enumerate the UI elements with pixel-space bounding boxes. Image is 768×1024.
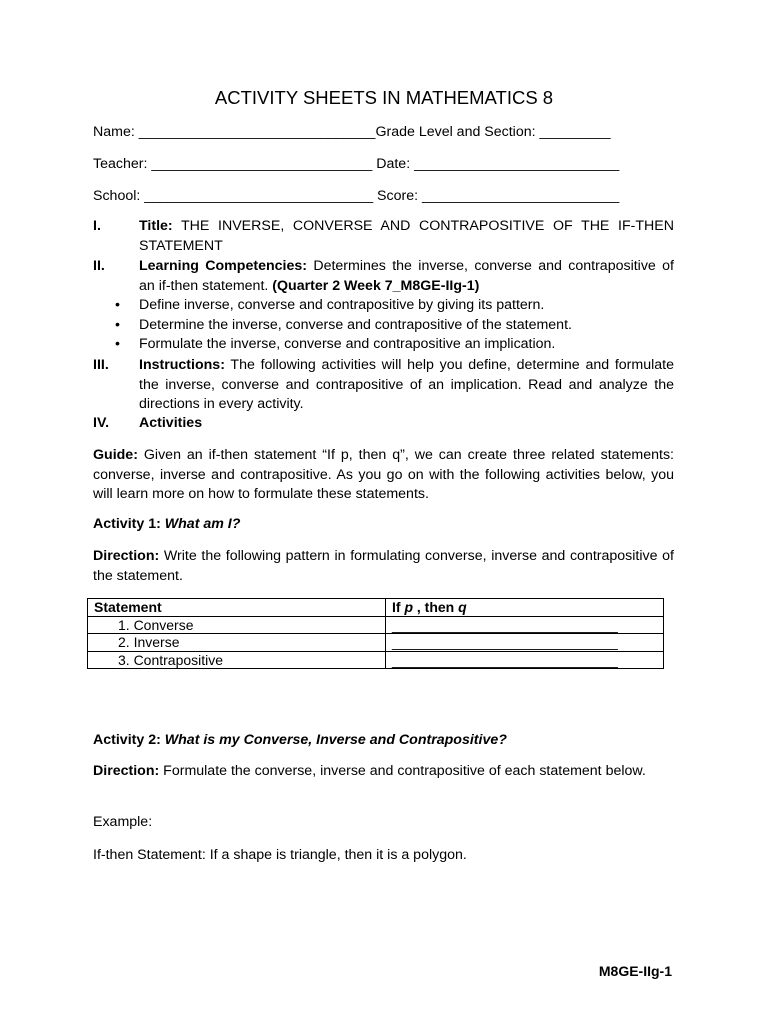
table-header-statement: Statement [88,599,386,617]
list-item: • Define inverse, converse and contrapositive by giving its pattern. [93,296,674,316]
table-cell-statement: 3. Contrapositive [88,651,386,669]
footer-code: M8GE-IIg-1 [598,963,672,979]
school-score-line: School: _____________________________ Score: _________________________ [93,188,620,204]
bullet-icon: • [115,316,120,333]
section-instructions [93,356,674,415]
pattern-table [87,598,664,669]
teacher-date-line: Teacher: ____________________________ Date: __________________________ [93,156,620,172]
section-text: The following activities will help you define, determine and formulate the inverse, converse and contrapositive of an implication. Read and analyze the directions in every activity. [139,357,674,412]
guide-paragraph [93,446,674,505]
example-statement: If-then Statement: If a shape is triangle, then it is a polygon. [93,847,467,863]
name-grade-line: Name: ______________________________Grade Level and Section: _________ [93,124,611,140]
direction-text: Formulate the converse, inverse and contrapositive of each statement below. [159,763,646,779]
section-text: THE INVERSE, CONVERSE AND CONTRAPOSITIVE OF THE IF-THEN STATEMENT [139,218,674,254]
table-cell-statement: 1. Converse [88,616,386,634]
guide-text: Given an if-then statement “If p, then q”, we can create three related statements: converse, inverse and contrapositive. As you go on with the following activities below, you will learn more on how to formulate these statements. [93,447,674,502]
table-cell-answer-blank[interactable]: _____________________________ [386,616,664,634]
competency-list [93,296,674,355]
activity-2-heading: Activity 2: What is my Converse, Inverse and Contrapositive? [93,732,507,748]
section-label: Title: [139,218,173,234]
direction-text: Write the following pattern in formulating converse, inverse and contrapositive of the statement. [93,548,674,584]
direction-label: Direction: [93,548,160,564]
table-row [88,616,664,634]
direction-label: Direction: [93,763,160,779]
bullet-icon: • [115,336,120,352]
guide-label: Guide: [93,447,138,463]
section-text: Determines the inverse, converse and contrapositive of an if-then statement. [139,258,674,294]
section-number: III. [93,357,109,373]
list-item: • Formulate the inverse, converse and contrapositive an implication. [93,335,674,355]
list-item: • Determine the inverse, converse and contrapositive of the statement. [93,316,674,336]
section-title [93,217,674,256]
bullet-icon: • [115,297,120,313]
section-number: IV. [93,415,110,431]
table-header-pattern: If p , then q [386,599,664,617]
table-cell-answer-blank[interactable]: _____________________________ [386,651,664,669]
section-activities [93,414,674,434]
table-header-row [88,599,664,617]
activity-2-direction [93,762,674,782]
table-cell-answer-blank[interactable]: _____________________________ [386,634,664,652]
section-number: I. [93,218,101,234]
competency-code: (Quarter 2 Week 7_M8GE-IIg-1) [272,277,480,294]
example-label: Example: [93,814,153,830]
activity-2-subtitle: What is my Converse, Inverse and Contrapositive? [164,732,507,748]
section-label: Activities [139,415,203,431]
section-label: Instructions: [139,357,225,373]
section-label: Learning Competencies: [139,258,307,274]
section-number: II. [93,258,105,274]
page-title: ACTIVITY SHEETS IN MATHEMATICS 8 [214,87,554,108]
activity-1-heading: Activity 1: What am I? [93,516,241,532]
table-row [88,634,664,652]
table-cell-statement: 2. Inverse [88,634,386,652]
table-row [88,651,664,669]
section-learning-competencies [93,257,674,296]
activity-1-subtitle: What am I? [164,516,241,532]
activity-1-direction [93,547,674,586]
